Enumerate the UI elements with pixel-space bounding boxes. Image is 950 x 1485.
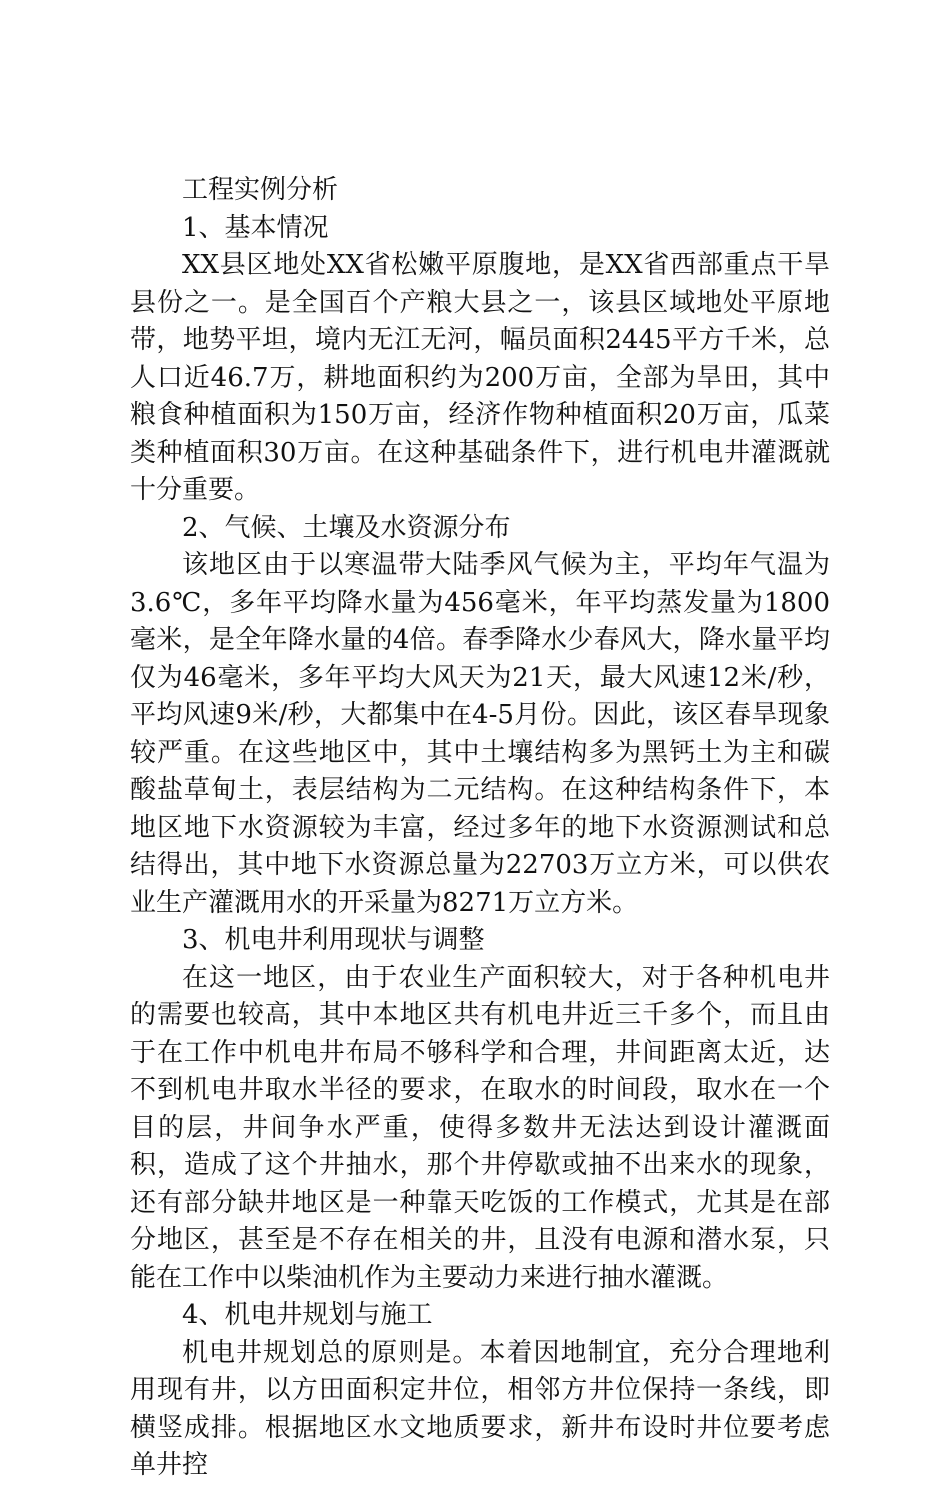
section-paragraph-climate-soil-water: 该地区由于以寒温带大陆季风气候为主，平均年气温为3.6℃，多年平均降水量为456毫米，年平均蒸发量为1800毫米，是全年降水量的4倍。春季降水少春风大，降水量平均仅为46毫米，多年平均大风天为21天，最大风速12米/秒，平均风速9米/秒，大都集中在4-5月份。因此，该区春旱现象较严重。在这些地区中，其中土壤结构多为黑钙土为主和碳酸盐草甸土，表层结构为二元结构。在这种结构条件下，本地区地下水资源较为丰富，经过多年的地下水资源测试和总结得出，其中地下水资源总量为22703万立方米，可以供农业生产灌溉用水的开采量为8271万立方米。 — [130, 550, 830, 918]
section-paragraph-well-status: 在这一地区，由于农业生产面积较大，对于各种机电井的需要也较高，其中本地区共有机电井近三千多个，而且由于在工作中机电井布局不够科学和合理，井间距离太近，达不到机电井取水半径的要求，在取水的时间段，取水在一个目的层，井间争水严重，使得多数井无法达到设计灌溉面积，造成了这个井抽水，那个井停歇或抽不出来水的现象，还有部分缺井地区是一种靠天吃饭的工作模式，尤其是在部分地区，甚至是不存在相关的井，且没有电源和潜水泵，只能在工作中以柴油机作为主要动力来进行抽水灌溉。 — [130, 962, 830, 1293]
document-title: 工程实例分析 — [182, 175, 339, 205]
section-heading-climate-soil-water: 2、气候、土壤及水资源分布 — [182, 512, 511, 543]
document-body — [130, 172, 830, 1485]
section-heading-basic-info: 1、基本情况 — [182, 212, 329, 243]
section-heading-well-status: 3、机电井利用现状与调整 — [182, 925, 485, 955]
section-paragraph-basic-info: XX县区地处XX省松嫩平原腹地，是XX省西部重点干旱县份之一。是全国百个产粮大县之一，该县区域地处平原地带，地势平坦，境内无江无河，幅员面积2445平方千米，总人口近46.7万，耕地面积约为200万亩，全部为旱田，其中粮食种植面积为150万亩，经济作物种植面积20万亩，瓜菜类种植面积30万亩。在这种基础条件下，进行机电井灌溉就十分重要。 — [130, 250, 830, 505]
section-heading-well-planning: 4、机电井规划与施工 — [182, 1300, 433, 1330]
section-paragraph-well-planning: 机电井规划总的原则是。本着因地制宜，充分合理地利用现有井，以方田面积定井位，相邻方井位保持一条线，即横竖成排。根据地区水文地质要求，新井布设时井位要考虑单井控 — [130, 1337, 830, 1480]
